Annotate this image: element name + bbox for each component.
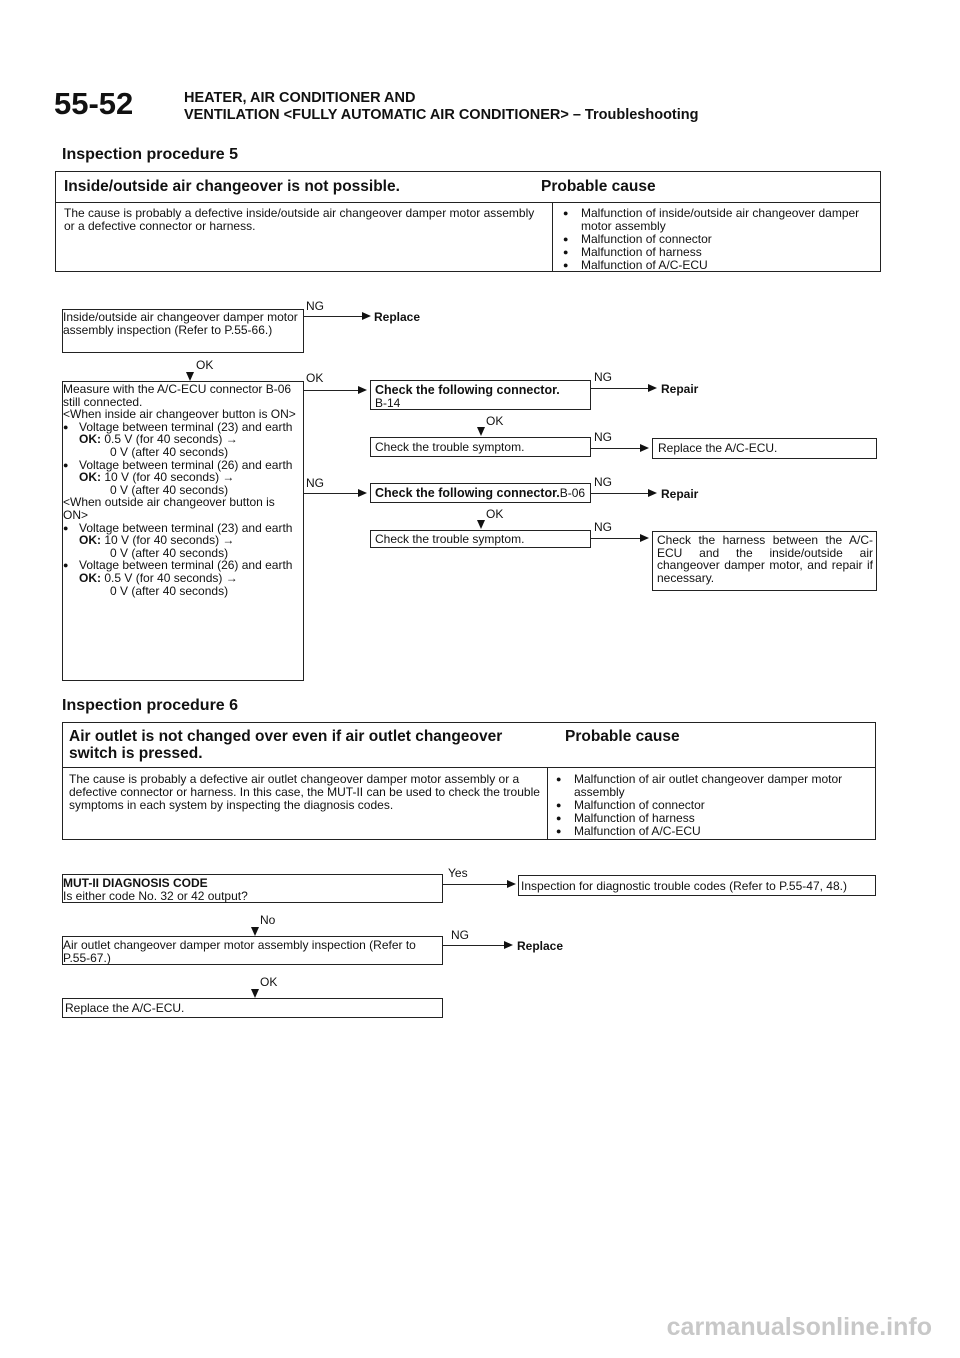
proc6-probable-cause-title: Probable cause (565, 728, 680, 745)
cause-item: ● Malfunction of harness (556, 812, 870, 825)
proc5-measure: Measure with the A/C-ECU connector B-06 still connected. <When inside air changeover button is ON> ● Voltage between terminal (23) and earth OK: 0.5 V (for 40 seconds) → 0 V (after 40 seconds) ● Voltage between terminal (26) and earth OK: 10 V (for 40 seconds) → 0 V (after 40 seconds) <When outside air changeover button is ON> ● Voltage between terminal (23) and earth OK: 10 V (for 40 seconds) → 0 V (after 40 seconds) ● Voltage between terminal (26) and earth OK: 0.5 V (for 40 seconds) → 0 V (after 40 seconds) (63, 383, 299, 597)
proc5-repair-1: Repair (661, 382, 699, 396)
arrow-down-icon (477, 520, 485, 529)
cause-item: ● Malfunction of connector (563, 233, 873, 246)
watermark: carmanualsonline.info (666, 1313, 932, 1341)
arrow-down-icon (186, 372, 194, 381)
arrow-down-icon (251, 989, 259, 998)
proc5-step1-ng: NG (306, 299, 324, 313)
proc5-probable-cause-title: Probable cause (541, 178, 656, 195)
proc6-title: Inspection procedure 6 (62, 697, 239, 714)
measure-intro: Measure with the A/C-ECU connector B-06 still connected. (63, 382, 292, 409)
header-line2: VENTILATION <FULLY AUTOMATIC AIR CONDITIONER> – Troubleshooting (184, 107, 699, 123)
proc5-check-b14-title: Check the following connector. (375, 383, 560, 397)
measure-item: ● Voltage between terminal (26) and earth (63, 459, 299, 472)
cause-item: ● Malfunction of A/C-ECU (563, 259, 873, 272)
arrow-down-icon (251, 927, 259, 936)
proc6-causes (556, 773, 870, 838)
proc5-b06-ng: NG (594, 475, 612, 489)
proc5-check-harness: Check the harness between the A/C-ECU and the inside/outside air changeover damper motor, and repair if necessary. (657, 533, 873, 585)
proc6-motor: Air outlet changeover damper motor assembly inspection (Refer to P.55-67.) (63, 938, 416, 965)
proc5-title: Inspection procedure 5 (62, 146, 239, 163)
proc6-yes: Yes (448, 866, 468, 880)
proc5-step1: Inside/outside air changeover damper motor assembly inspection (Refer to P.55-66.) (63, 310, 298, 337)
proc6-ng-line (443, 945, 505, 946)
proc5-measure-ok: OK (306, 371, 324, 385)
proc5-symptom2-ng-line (591, 538, 641, 539)
arrow-right-icon (648, 384, 657, 392)
proc5-b06-ng-line (591, 493, 649, 494)
proc5-symptom: Inside/outside air changeover is not possible. (64, 178, 400, 195)
proc5-table (55, 171, 881, 272)
proc5-step1-ng-line (304, 316, 364, 317)
proc5-table-divider (56, 202, 880, 203)
arrow-right-icon (358, 386, 367, 394)
proc6-table-divider (63, 767, 875, 768)
measure-inside-on: <When inside air changeover button is ON> (63, 407, 296, 422)
proc6-table (62, 722, 876, 840)
proc5-symptom2: Check the trouble symptom. (375, 532, 525, 546)
arrow-right-icon (507, 880, 516, 888)
proc6-replace: Replace (517, 939, 564, 953)
proc5-b14-ng-line (591, 388, 649, 389)
proc5-repair-2: Repair (661, 487, 699, 501)
proc5-replace: Replace (374, 310, 421, 324)
proc5-causes (563, 207, 873, 272)
proc6-no: No (260, 913, 276, 927)
cause-item: ● Malfunction of harness (563, 246, 873, 259)
proc6-ok: OK (260, 975, 278, 989)
arrow-down-icon (477, 427, 485, 436)
proc5-symptom2-ng: NG (594, 520, 612, 534)
measure-item: ● Voltage between terminal (26) and earth (63, 559, 299, 572)
proc5-b14-ng: NG (594, 370, 612, 384)
proc5-replace-ecu: Replace the A/C-ECU. (658, 441, 778, 455)
measure-item: ● Voltage between terminal (23) and earth (63, 421, 299, 434)
cause-item: ● Malfunction of connector (556, 799, 870, 812)
proc5-symptom1-ng: NG (594, 430, 612, 444)
proc5-check-b14-code: B-14 (375, 396, 401, 410)
proc6-inspection: Inspection for diagnostic trouble codes (Refer to P.55-47, 48.) (521, 879, 847, 893)
proc6-symptom: Air outlet is not changed over even if air outlet changeover switch is pressed. (69, 728, 503, 762)
proc5-symptom1-ng-line (591, 448, 641, 449)
proc5-symptom1: Check the trouble symptom. (375, 440, 525, 454)
proc5-check-b06: Check the following connector.B-06 (375, 486, 586, 500)
proc6-ng: NG (451, 928, 469, 942)
proc5-table-col-divider (552, 202, 553, 271)
proc6-table-col-divider (547, 767, 548, 839)
cause-item: ● Malfunction of A/C-ECU (556, 825, 870, 838)
proc6-diag-question: Is either code No. 32 or 42 output? (63, 889, 248, 903)
page-number: 55-52 (54, 86, 134, 121)
proc5-ok-line (304, 390, 359, 391)
proc6-diag-title: MUT-II DIAGNOSIS CODE (63, 876, 208, 890)
proc6-replace-ecu: Replace the A/C-ECU. (65, 1001, 185, 1015)
proc5-b14-ok: OK (486, 414, 504, 428)
proc5-ng-line (304, 493, 359, 494)
cause-item: ● Malfunction of inside/outside air changeover damper motor assembly (563, 207, 873, 233)
arrow-right-icon (362, 312, 371, 320)
arrow-right-icon (648, 489, 657, 497)
measure-item: ● Voltage between terminal (23) and earth (63, 522, 299, 535)
proc5-description: The cause is probably a defective inside/outside air changeover damper motor assembly or a defective connector or harness. (64, 206, 535, 233)
arrow-right-icon (358, 489, 367, 497)
arrow-right-icon (640, 534, 649, 542)
proc6-description: The cause is probably a defective air outlet changeover damper motor assembly or a defective connector or harness. In this case, the MUT-II can be used to check the trouble symptoms in each system by inspecting the diagnosis codes. (69, 772, 540, 812)
header-line1: HEATER, AIR CONDITIONER AND (184, 90, 416, 106)
proc5-ok1: OK (196, 358, 214, 372)
proc5-measure-ng: NG (306, 476, 324, 490)
proc6-yes-line (443, 884, 508, 885)
arrow-right-icon (640, 444, 649, 452)
arrow-right-icon (504, 941, 513, 949)
cause-item: ● Malfunction of air outlet changeover damper motor assembly (556, 773, 870, 799)
measure-outside-on: <When outside air changeover button is ON> (63, 495, 275, 522)
proc5-b06-ok: OK (486, 507, 504, 521)
